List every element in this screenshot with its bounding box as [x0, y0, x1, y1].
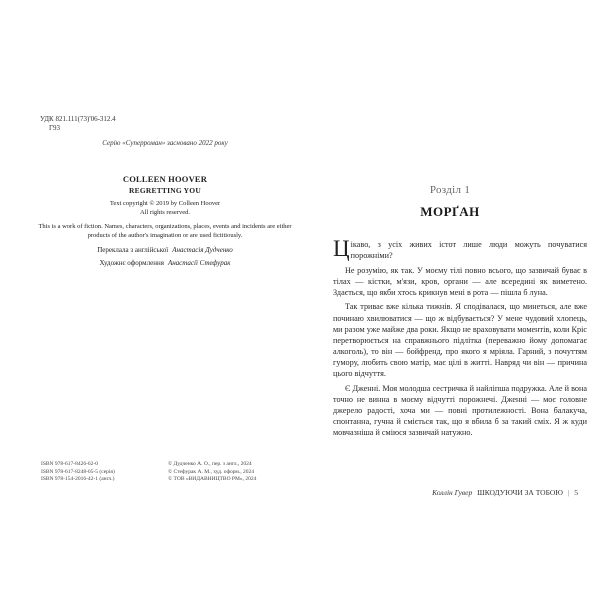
copyright-line: © ТОВ «ВИДАВНИЦТВО РМ», 2024 [168, 476, 257, 482]
udk-code: УДК 821.111(73)'06-312.4 [40, 115, 116, 123]
designer-credit [30, 258, 300, 268]
copyright-line: © Стефурак А. М., худ. оформ., 2024 [168, 468, 255, 475]
paragraph: Не розумію, як так. У моєму тілі повно всього, що зазвичай буває в тілах — кістки, м'язи, кров, органи — але всередині як виметено. Здається, що якби хтось крикнув мені в рота — пішла б луна. [333, 265, 587, 297]
text-copyright: Text copyright © 2019 by Colleen Hoover [109, 200, 221, 207]
chapter-body [333, 236, 587, 442]
original-title: REGRETTING YOU [129, 186, 201, 195]
series-note: Серію «Суперроман» засновано 2022 року [102, 139, 228, 147]
fiction-disclaimer: This is a work of fiction. Names, characters, organizations, places, events and incidents are either products of the author's imagination or are used fictitiously. [38, 223, 292, 239]
isbn-line: ISBN 978-617-8426-62-0 [41, 461, 98, 467]
footer-book-title: ШКОДУЮЧИ ЗА ТОБОЮ [477, 488, 563, 497]
footer-author: Коллін Гувер [432, 488, 473, 497]
chapter-number: Розділ 1 [429, 184, 471, 196]
chapter-page [300, 0, 600, 600]
paragraph-text: ікаво, з усіх живих істот лише люди можуть почуватися порожніми? [350, 240, 587, 261]
isbn-line: ISBN 978-617-8248-05-5 (серія) [41, 468, 115, 475]
isbn-list [41, 461, 115, 484]
drop-cap: Ц [333, 236, 350, 261]
copyright-list [168, 461, 256, 484]
chapter-title: МОРҐАН [420, 204, 480, 219]
rights-reserved: All rights reserved. [139, 209, 190, 216]
designer-name: Анастасії Стефурак [167, 259, 231, 267]
designer-label: Художнє оформлення [99, 259, 164, 267]
translator-credit [30, 245, 300, 255]
author-index: Г93 [49, 124, 61, 132]
paragraph [333, 236, 587, 261]
credits-block [30, 173, 300, 268]
translator-name: Анастасія Дудченко [172, 246, 233, 254]
paragraph: Так триває вже кілька тижнів. Я сподівалася, що минеться, але вже починаю хвилюватися — що ж відбувається? У мене чудовий хлопець, ми разом уже майже два роки. Якщо не враховувати моментів, коли Кріс перетворюється на справжнього підлітка (переважно йому допомагає алкоголь), то він — бойфренд, про якого я мріяла. Гарний, з почуттям гумору, любить свою матір, має цілі в житті. Навряд чи він — причина цього відчуття. [333, 302, 587, 379]
copyright-line: © Дудченко А. О., пер. з англ., 2024 [168, 461, 252, 467]
isbn-line: ISBN 978-154-2016-42-1 (англ.) [41, 476, 115, 482]
translator-label: Переклала з англійської [97, 246, 169, 254]
running-footer [432, 488, 578, 497]
original-author: COLLEEN HOOVER [122, 174, 208, 184]
paragraph: Є Дженні. Моя молодша сестричка й найліпша подружка. Але й вона точно не винна в моєму відчутті порожнечі. Дженні — моє головне джерело радості, хоча ми — повні протилежності. Вона балакуча, спонтанна, гучна й сміється так, що я вбила б за такий сміх. Я ж куди мовчазніша й сміюся зазвичай натужно. [333, 383, 587, 437]
classification-block [40, 115, 116, 133]
page-number: 5 [574, 488, 578, 497]
footer-separator: | [567, 488, 570, 497]
